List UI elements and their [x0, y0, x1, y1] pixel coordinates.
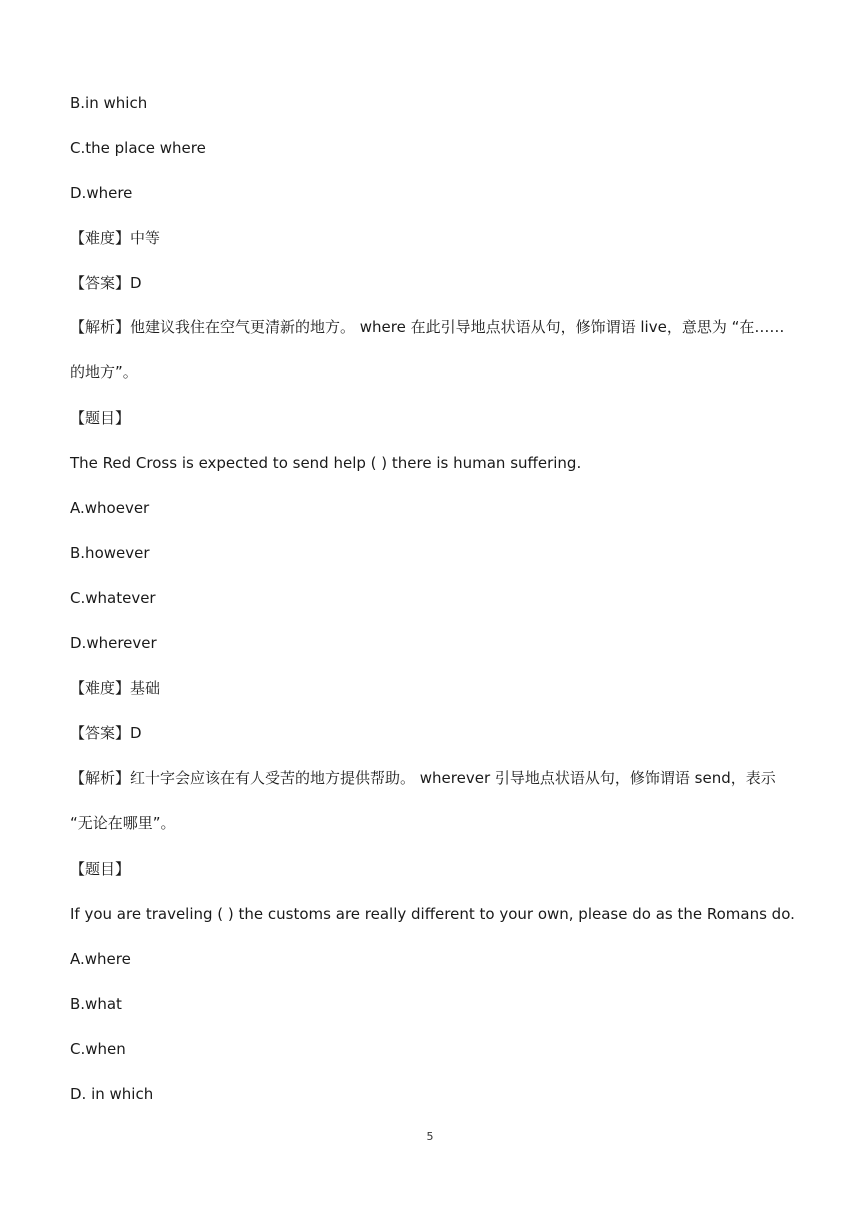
option-c: C.when: [70, 1040, 126, 1058]
option-d: D. in which: [70, 1085, 154, 1103]
option-a: A.where: [70, 950, 131, 968]
option-a: A.whoever: [70, 499, 150, 517]
question-stem: If you are traveling ( ) the customs are really different to your own, please do as the Romans do.: [70, 905, 795, 923]
difficulty-label: 【难度】基础: [70, 679, 161, 697]
question-heading: 【题目】: [70, 409, 131, 427]
option-b: B.what: [70, 995, 122, 1013]
option-b: B.in which: [70, 94, 148, 112]
analysis-text: 【解析】红十字会应该在有人受苦的地方提供帮助。 wherever 引导地点状语从句，修饰谓语 send，表示 “无论在哪里”。: [70, 769, 776, 832]
answer-label: 【答案】D: [70, 274, 142, 292]
question-heading: 【题目】: [70, 860, 131, 878]
question-stem: The Red Cross is expected to send help ( ) there is human suffering.: [70, 454, 582, 472]
option-c: C.whatever: [70, 589, 156, 607]
answer-label: 【答案】D: [70, 724, 142, 742]
analysis-text: 【解析】他建议我住在空气更清新的地方。 where 在此引导地点状语从句，修饰谓语 live，意思为 “在……的地方”。: [70, 318, 785, 381]
page-number: 5: [426, 1130, 434, 1143]
option-b: B.however: [70, 544, 150, 562]
option-d: D.wherever: [70, 634, 157, 652]
option-d: D.where: [70, 184, 133, 202]
option-c: C.the place where: [70, 139, 206, 157]
difficulty-label: 【难度】中等: [70, 229, 161, 247]
